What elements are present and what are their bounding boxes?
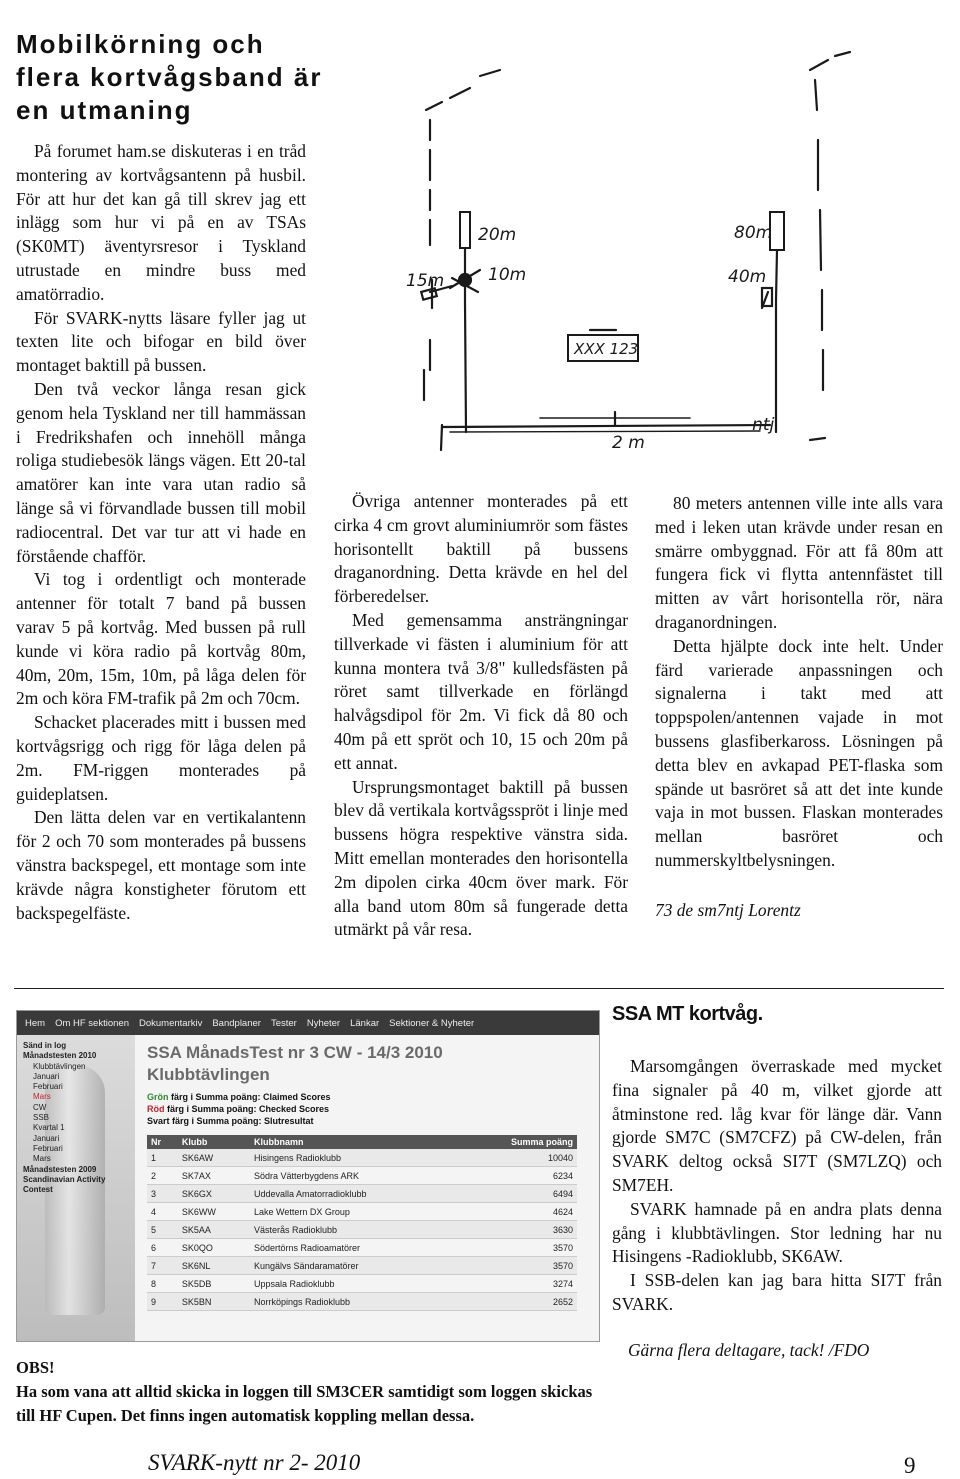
sidebar-menu-item[interactable]: Januari: [33, 1071, 60, 1081]
table-cell: 3: [147, 1185, 178, 1203]
page-number: 9: [904, 1453, 916, 1478]
obs-line-1: Ha som vana att alltid skicka in loggen till SM3CER samtidigt som loggen skickas: [16, 1382, 593, 1401]
label-80m: 80m: [734, 223, 773, 243]
obs-note: [16, 1356, 706, 1428]
sidebar-menu-item[interactable]: Februari: [33, 1082, 63, 1092]
nav-item[interactable]: Om HF sektionen: [55, 1017, 129, 1029]
label-15m: 15m: [406, 271, 445, 291]
table-cell[interactable]: SK5DB: [178, 1275, 250, 1293]
column-header: Summa poäng: [457, 1135, 577, 1149]
table-cell: Uddevalla Amatorradioklubb: [250, 1185, 457, 1203]
label-20m: 20m: [478, 225, 517, 245]
sidebar-menu-item[interactable]: Mars: [33, 1154, 51, 1164]
label-2m: 2 m: [612, 433, 645, 453]
table-row: [147, 1149, 577, 1167]
nav-item[interactable]: Dokumentarkiv: [138, 1017, 203, 1029]
ssa-section-title: SSA MT kortvåg.: [612, 1003, 763, 1025]
col1-paragraph: På forumet ham.se diskuteras i en tråd montering av kortvågsantenn på husbil. För att hur det kan gå till skrev jag ett inlägg som hur vi på en av TSAs (SK0MT) äventyrsresor i Tyskland utrustade en mindre buss med amatörradio.: [16, 141, 306, 304]
sidebar-menu-item[interactable]: SSB: [33, 1113, 50, 1123]
col3-paragraph: 80 meters antennen ville inte alls vara med i leken utan krävde under resan en smärre ombyggnad. För att få 80m att fungera fick vi flytta antennfästet till mitten av vårt horisontella rör, nära draganordningen.: [655, 493, 943, 632]
heading-line-3: en utmaning: [16, 95, 193, 125]
table-cell: 4: [147, 1203, 178, 1221]
nav-item[interactable]: Tester: [270, 1017, 297, 1029]
sidebar-menu-item[interactable]: Klubbtävlingen: [33, 1061, 86, 1071]
label-plate: XXX 123: [574, 340, 639, 358]
table-cell[interactable]: SK6GX: [178, 1185, 250, 1203]
nav-item[interactable]: Länkar: [350, 1017, 380, 1029]
legend-green-word: Grön: [147, 1092, 169, 1102]
sidebar-menu-item[interactable]: Kvartal 1: [33, 1123, 65, 1133]
label-40m: 40m: [728, 267, 767, 287]
table-row: [147, 1185, 577, 1203]
label-author: -ntj: [746, 415, 775, 435]
sidebar-menu: [23, 1041, 105, 1195]
nav-item[interactable]: Nyheter: [306, 1017, 341, 1029]
sidebar-menu-item[interactable]: Mars: [33, 1092, 51, 1102]
nav-item[interactable]: Bandplaner: [212, 1017, 261, 1029]
table-cell: 5: [147, 1221, 178, 1239]
legend-black-word: Svart: [147, 1116, 170, 1126]
table-cell: 3570: [457, 1239, 577, 1257]
table-cell[interactable]: SK0QO: [178, 1239, 250, 1257]
col1-paragraph: Vi tog i ordentligt och monterade antenner för totalt 7 band på bussen varav 5 på kortvåg. Med bussen på rull kunde vi köra radio på kortvåg 80m, 40m, 20m, 15m, 10m, på låga delen för 2m och köra FM-trafik på 2m och 70cm.: [16, 569, 306, 709]
column-header: Klubb: [178, 1135, 250, 1149]
table-cell: 9: [147, 1293, 178, 1311]
legend-red-word: Röd: [147, 1104, 165, 1114]
table-row: [147, 1239, 577, 1257]
table-cell: Södra Vätterbygdens ARK: [250, 1167, 457, 1185]
col1-paragraph: Den två veckor långa resan gick genom hela Tyskland ner till hammässan i Fredrikshafen och innehöll många roliga studiebesök längs vägen. Ett 20-tal amatörer kan inte vara utan radio så länge så vi förvandlade bussen till mobil radiocentral. Det var tur att vi hade en förstående chafför.: [16, 378, 306, 566]
table-cell[interactable]: SK5AA: [178, 1221, 250, 1239]
table-row: [147, 1221, 577, 1239]
table-cell: 1: [147, 1149, 178, 1167]
table-cell: 3630: [457, 1221, 577, 1239]
website-main: [147, 1043, 587, 1311]
col1-paragraph: Den lätta delen var en vertikalantenn för 2 och 70 som monterades på bussens vänstra backspegel, ett montage som inte krävde några konstigheter förutom ett backspegelfäste.: [16, 807, 306, 923]
table-cell[interactable]: SK6AW: [178, 1149, 250, 1167]
table-cell[interactable]: SK7AX: [178, 1167, 250, 1185]
article-heading: [16, 28, 323, 127]
heading-line-1: Mobilkörning och: [16, 29, 265, 59]
sidebar-menu-item[interactable]: CW: [33, 1102, 47, 1112]
ssa-paragraph: SVARK hamnade på en andra plats denna gång i klubbtävlingen. Stor ledning har nu Hisingens -Radioklubb, SK6AW.: [612, 1198, 942, 1267]
sidebar-menu-item[interactable]: Januari: [33, 1133, 60, 1143]
table-cell: 10040: [457, 1149, 577, 1167]
table-cell: Uppsala Radioklubb: [250, 1275, 457, 1293]
table-cell[interactable]: SK6WW: [178, 1203, 250, 1221]
table-cell: 6: [147, 1239, 178, 1257]
legend-green-text: färg i Summa poäng: Claimed Scores: [168, 1092, 331, 1102]
legend-black-text: färg i Summa poäng: Slutresultat: [169, 1116, 314, 1126]
results-table: [147, 1135, 577, 1311]
sidebar-menu-item[interactable]: Februari: [33, 1143, 63, 1153]
sidebar-menu-item[interactable]: Sänd in log: [23, 1041, 67, 1050]
table-row: [147, 1167, 577, 1185]
table-cell: 8: [147, 1275, 178, 1293]
col2-paragraph: Med gemensamma ansträngningar tillverkade vi fästen i aluminium för att kunna montera två 3/8" kulledsfästen på röret samt tillverkade en förlängd halvågsdipol för 2m. Vi fick då 80 och 40m på ett spröt och 10, 15 och 20m på ett annat.: [334, 609, 628, 773]
results-subtitle: Klubbtävlingen: [147, 1065, 270, 1084]
nav-item[interactable]: Hem: [25, 1017, 46, 1029]
ssa-section-body: [612, 1055, 942, 1317]
table-cell: Hisingens Radioklubb: [250, 1149, 457, 1167]
table-cell: Lake Wettern DX Group: [250, 1203, 457, 1221]
table-cell: 2: [147, 1167, 178, 1185]
col1-paragraph: För SVARK-nytts läsare fyller jag ut texten lite och bifogar en bild över montaget baktill på bussen.: [16, 307, 306, 376]
obs-line-2: till HF Cupen. Det finns ingen automatisk koppling mellan dessa.: [16, 1406, 475, 1425]
table-cell[interactable]: SK5BN: [178, 1293, 250, 1311]
table-cell[interactable]: SK6NL: [178, 1257, 250, 1275]
column-header: Nr: [147, 1135, 178, 1149]
results-title: SSA MånadsTest nr 3 CW - 14/3 2010: [147, 1043, 443, 1062]
col3-paragraph: Detta hjälpte dock inte helt. Under färd varierade anpassningen och signalerna i takt med att toppspolen/antennen vajade in mot bussens glasfiberkaross. Lösningen på detta blev en avkapad PET-flaska som spände ut basröret så att det inte kunde vaja in mot bussen. Flaskan monterades mellan basröret och nummerskyltbelysningen.: [655, 635, 943, 870]
antenna-sketch: [390, 40, 860, 470]
ssa-paragraph: I SSB-delen kan jag bara hitta SI7T från SVARK.: [612, 1270, 942, 1314]
table-row: [147, 1293, 577, 1311]
table-cell: 4624: [457, 1203, 577, 1221]
heading-line-2: flera kortvågsband är: [16, 62, 323, 92]
ssa-signoff: Gärna flera deltagare, tack! /FDO: [628, 1340, 870, 1360]
table-cell: 3570: [457, 1257, 577, 1275]
table-cell: 2652: [457, 1293, 577, 1311]
table-cell: Södertörns Radioamatörer: [250, 1239, 457, 1257]
col1-paragraph: Schacket placerades mitt i bussen med kortvågsrigg och rigg för låga delen på 2m. FM-riggen monterades på guideplatsen.: [16, 712, 306, 804]
sidebar-menu-item[interactable]: Contest: [23, 1185, 53, 1195]
table-cell: 7: [147, 1257, 178, 1275]
ssa-website-screenshot: [16, 1010, 600, 1342]
article-column-1: [16, 140, 306, 925]
label-10m: 10m: [488, 265, 527, 285]
publication-footer: SVARK-nytt nr 2- 2010: [148, 1450, 361, 1475]
nav-item[interactable]: Sektioner & Nyheter: [389, 1017, 475, 1029]
article-signature: 73 de sm7ntj Lorentz: [655, 899, 801, 920]
obs-label: OBS!: [16, 1358, 55, 1377]
sidebar-menu-item[interactable]: Scandinavian Activity: [23, 1174, 106, 1184]
legend-red-text: färg i Summa poäng: Checked Scores: [164, 1104, 330, 1114]
table-row: [147, 1203, 577, 1221]
table-row: [147, 1257, 577, 1275]
column-header: Klubbnamn: [250, 1135, 457, 1149]
table-cell: 6234: [457, 1167, 577, 1185]
table-cell: 3274: [457, 1275, 577, 1293]
section-divider: [14, 988, 944, 989]
table-cell: 6494: [457, 1185, 577, 1203]
website-sidebar: [17, 1035, 135, 1341]
score-legend: [147, 1091, 587, 1127]
article-column-3: [655, 492, 943, 923]
table-row: [147, 1275, 577, 1293]
col2-paragraph: Ursprungsmontaget baktill på bussen blev då vertikala kortvågsspröt i linje med bussens högra respektive vänstra sida. Mitt emellan monterades den horisontella 2m dipolen cirka 40cm över mark. För alla band utom 80m så fungerade detta utmärkt på vår resa.: [334, 776, 628, 940]
table-cell: Västerås Radioklubb: [250, 1221, 457, 1239]
sidebar-menu-item[interactable]: Månadstesten 2010: [23, 1051, 97, 1061]
table-cell: Norrköpings Radioklubb: [250, 1293, 457, 1311]
sidebar-menu-item[interactable]: Månadstesten 2009: [23, 1164, 97, 1174]
article-column-2: [334, 490, 628, 942]
ssa-paragraph: Marsomgången överraskade med mycket fina signaler på 40 m, vilket gjorde att åtminstone red. låg kvar för länge där. Vann gjorde SM7C (SM7CFZ) på CW-delen, från SVARK deltog också SI7T (SM7LZQ) och SM7EH.: [612, 1056, 942, 1195]
col2-paragraph: Övriga antenner monterades på ett cirka 4 cm grovt aluminiumrör som fästes horisontellt baktill på bussens draganordning. Detta krävde en hel del förberedelser.: [334, 491, 628, 607]
website-nav-bar: [17, 1011, 599, 1035]
table-cell: Kungälvs Sändaramatörer: [250, 1257, 457, 1275]
